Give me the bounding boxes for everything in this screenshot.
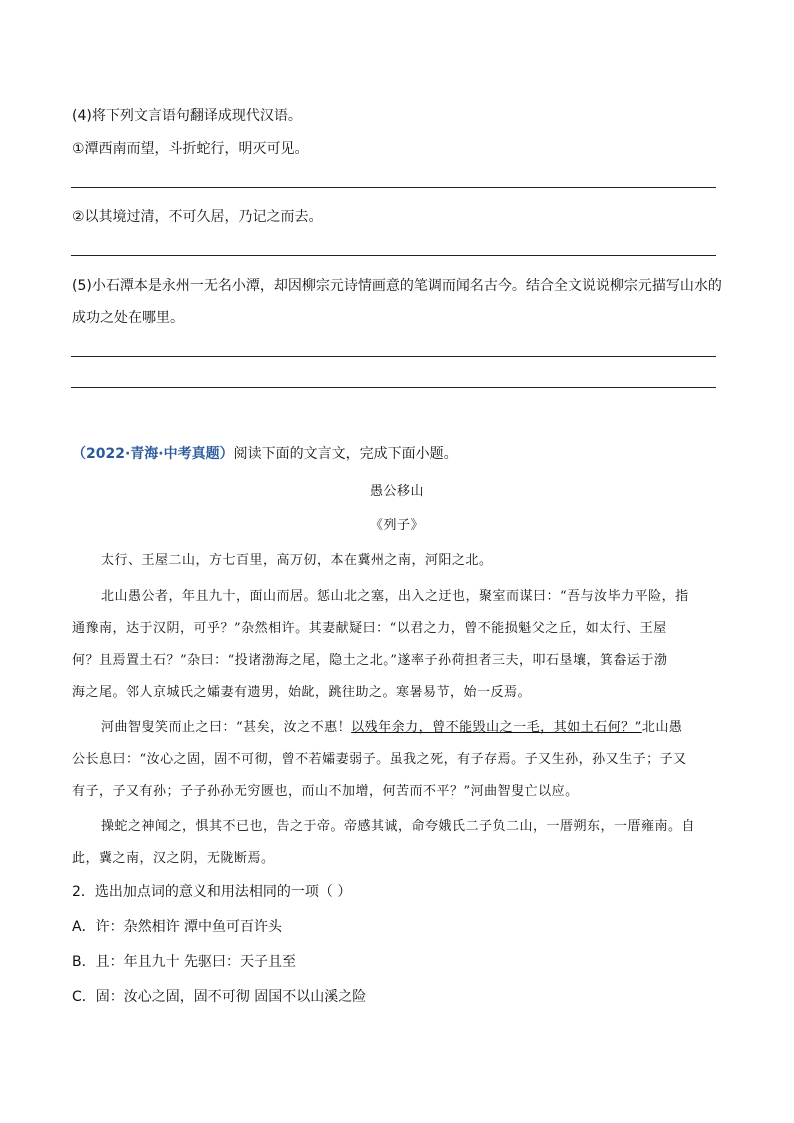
underlined-sentence: 以残年余力，曾不能毁山之一毛，其如土石何？” <box>351 720 642 735</box>
option-c[interactable]: C．固：汝心之固，固不可彻 固国不以山溪之险 <box>72 989 367 1005</box>
passage-author: 《列子》 <box>369 518 424 533</box>
option-b[interactable]: B．且：年且九十 先驱曰：天子且至 <box>72 954 297 970</box>
answer-line[interactable] <box>71 387 716 388</box>
answer-line[interactable] <box>71 356 716 357</box>
passage-paragraph-2-line-3: 何？且焉置土石？”杂曰：“投诸渤海之尾，隐土之北。”遂率子孙荷担者三夫，叩石垦壤，箕畚运于渤 <box>72 653 668 668</box>
passage-text: 河曲智叟笑而止之曰：“甚矣，汝之不惠！ <box>101 720 352 735</box>
passage-paragraph-3-line-3: 有子，子又有孙；子子孙孙无穷匮也，而山不加增，何苦而不平？”河曲智叟亡以应。 <box>72 784 579 799</box>
answer-line[interactable] <box>71 255 716 256</box>
passage-paragraph-2-line-2: 通豫南，达于汉阴，可乎？”杂然相许。其妻献疑曰：“以君之力，曾不能损魁父之丘，如太行、王屋 <box>72 621 667 636</box>
q4-sentence-2: ②以其境过清，不可久居，乃记之而去。 <box>72 209 323 225</box>
passage-paragraph-2-line-4: 海之尾。邻人京城氏之孀妻有遗男，始龀，跳往助之。寒暑易节，始一反焉。 <box>72 685 532 700</box>
q5-line-2: 成功之处在哪里。 <box>72 310 184 326</box>
passage-title: 愚公移山 <box>369 484 424 499</box>
q4-sentence-1: ①潭西南而望，斗折蛇行，明灭可见。 <box>72 141 309 157</box>
source-tag: （2022·青海·中考真题） <box>72 446 234 462</box>
option-a[interactable]: A．许：杂然相许 潭中鱼可百许头 <box>72 919 283 935</box>
passage-header <box>72 443 458 463</box>
answer-line[interactable] <box>71 187 716 188</box>
q2-stem: 2．选出加点词的意义和用法相同的一项（ ） <box>72 884 352 900</box>
passage-paragraph-4-line-2: 此，冀之南，汉之阴，无陇断焉。 <box>72 851 275 866</box>
q4-prompt: (4)将下列文言语句翻译成现代汉语。 <box>72 108 302 124</box>
passage-paragraph-1: 太行、王屋二山，方七百里，高万仞，本在冀州之南，河阳之北。 <box>101 553 493 568</box>
passage-text: 北山愚 <box>641 720 683 735</box>
passage-paragraph-4-line-1: 操蛇之神闻之，惧其不已也，告之于帝。帝感其诚，命夸娥氏二子负二山，一厝朔东，一厝雍南。自 <box>101 819 696 834</box>
passage-intro: 阅读下面的文言文，完成下面小题。 <box>233 446 458 462</box>
passage-paragraph-2-line-1: 北山愚公者，年且九十，面山而居。惩山北之塞，出入之迂也，聚室而谋曰：“吾与汝毕力平险，指 <box>101 589 689 604</box>
passage-paragraph-3-line-2: 公长息曰：“汝心之固，固不可彻，曾不若孀妻弱子。虽我之死，有子存焉。子又生孙，孙又生子；子又 <box>72 752 687 767</box>
passage-paragraph-3-line-1 <box>101 716 682 735</box>
q5-line-1: (5)小石潭本是永州一无名小潭，却因柳宗元诗情画意的笔调而闻名古今。结合全文说说柳宗元描写山水的 <box>72 278 722 294</box>
